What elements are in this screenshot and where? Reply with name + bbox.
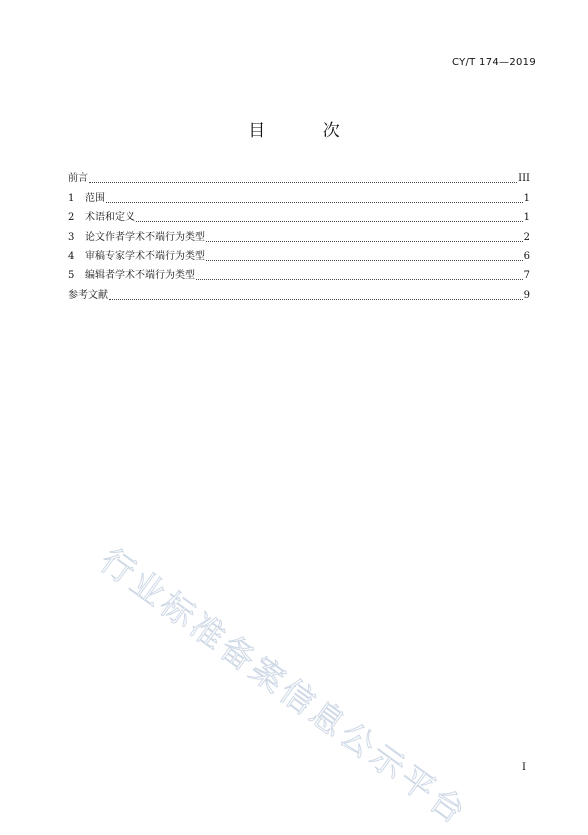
toc-leader-dots	[109, 298, 523, 300]
toc-entry-number: 1	[68, 192, 75, 204]
toc-entry-label: 范围	[85, 192, 105, 204]
toc-entry-page: 7	[523, 270, 530, 282]
toc-entry-page: 2	[523, 231, 530, 243]
toc-leader-dots	[206, 259, 523, 261]
toc-title: 目 次	[248, 121, 366, 141]
toc-entry-number: 5	[68, 270, 75, 282]
toc-entry-label: 前言	[68, 173, 88, 185]
page-number: I	[522, 762, 526, 773]
toc-entry-number: 2	[68, 212, 75, 224]
toc-entry-page: 1	[523, 192, 530, 204]
toc-entry-editor-misconduct[interactable]	[68, 263, 530, 282]
toc-entry-author-misconduct[interactable]	[68, 224, 530, 243]
toc-entry-label: 编辑者学术不端行为类型	[85, 270, 195, 282]
toc-entry-page: 9	[523, 289, 530, 301]
toc-leader-dots	[196, 278, 523, 280]
toc-entry-references[interactable]	[68, 282, 530, 301]
toc-entry-number: 3	[68, 231, 75, 243]
toc-leader-dots	[89, 181, 517, 183]
toc-leader-dots	[106, 201, 523, 203]
toc-entry-scope[interactable]	[68, 185, 530, 204]
toc-entry-foreword[interactable]	[68, 166, 530, 185]
toc-entry-label: 参考文献	[68, 289, 108, 301]
toc-entry-reviewer-misconduct[interactable]	[68, 244, 530, 263]
toc-entry-page: 1	[523, 212, 530, 224]
toc-leader-dots	[206, 240, 523, 242]
table-of-contents	[68, 166, 530, 302]
toc-entry-page: 6	[523, 250, 530, 262]
toc-entry-label: 审稿专家学术不端行为类型	[85, 250, 205, 262]
toc-entry-page: III	[518, 173, 530, 185]
toc-entry-label: 术语和定义	[85, 212, 135, 224]
toc-leader-dots	[136, 220, 523, 222]
toc-entry-label: 论文作者学术不端行为类型	[85, 231, 205, 243]
toc-entry-number: 4	[68, 250, 75, 262]
watermark: 行业标准备案信息公示平台	[93, 540, 476, 834]
toc-entry-terms[interactable]	[68, 205, 530, 224]
standard-code: CY/T 174—2019	[451, 57, 536, 68]
